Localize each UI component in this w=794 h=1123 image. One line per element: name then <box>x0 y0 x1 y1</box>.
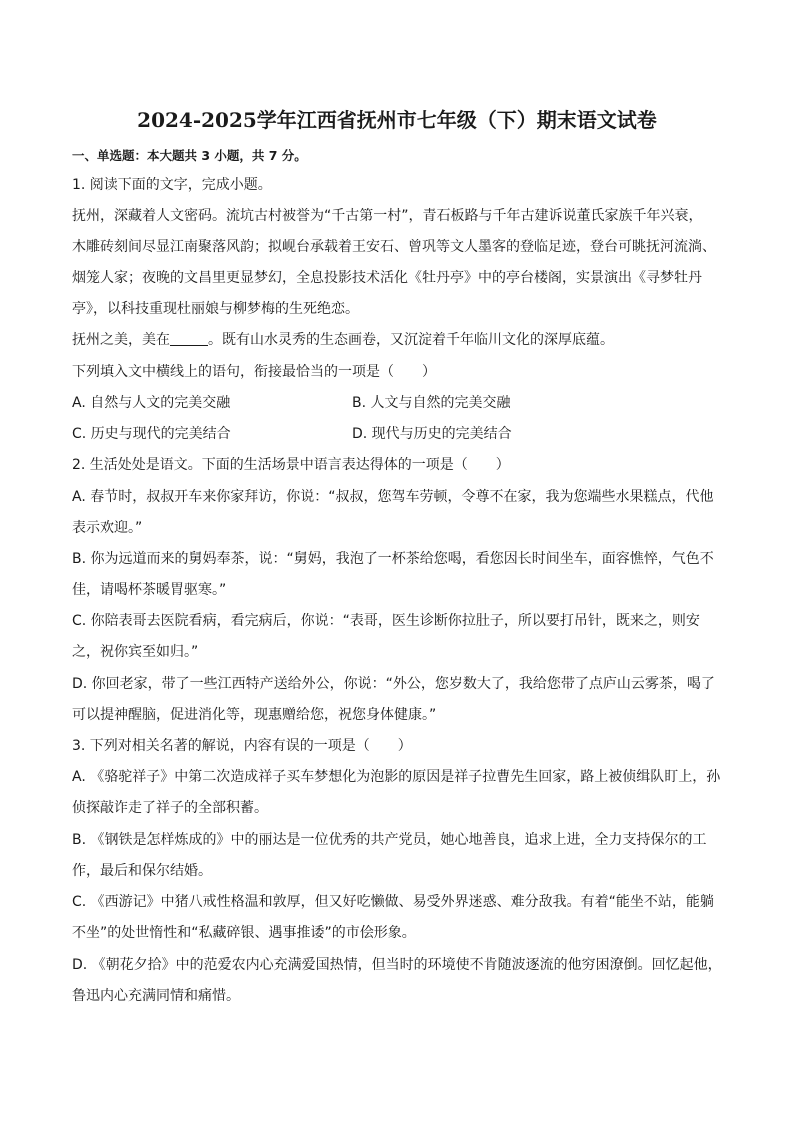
q1-option-d[interactable]: D. 现代与历史的完美结合 <box>352 426 512 442</box>
q1-option-a[interactable]: A. 自然与人文的完美交融 <box>72 395 231 411</box>
q3-option-d[interactable]: D. 《朝花夕拾》中的范爱农内心充满爱国热情，但当时的环境使不肯随波逐流的他穷困潦倒。回忆起他， <box>72 957 722 973</box>
q2-option-d[interactable]: D. 你回老家，带了一些江西特产送给外公，你说：“外公，您岁数大了，我给您带了点庐山云雾茶，喝了 <box>72 676 715 692</box>
q1-option-b[interactable]: B. 人文与自然的完美交融 <box>352 395 511 411</box>
q2-option-c[interactable]: C. 你陪表哥去医院看病，看完病后，你说：“表哥，医生诊断你拉肚子，所以要打吊针，既来之，则安 <box>72 613 700 629</box>
q2-option-b-cont[interactable]: 佳，请喝杯茶暖胃驱寒。” <box>72 582 227 598</box>
q1-fill-sentence <box>72 330 722 350</box>
q2-stem: 2. 生活处处是语文。下面的生活场景中语言表达得体的一项是（ ） <box>72 457 510 473</box>
q3-stem: 3. 下列对相关名著的解说，内容有误的一项是（ ） <box>72 738 412 754</box>
section-heading: 一、单选题：本大题共 3 小题，共 7 分。 <box>72 148 307 163</box>
q1-passage-line: 木雕砖刻间尽显江南聚落风韵；拟岘台承载着王安石、曾巩等文人墨客的登临足迹，登台可眺抚河流淌、 <box>72 239 716 255</box>
q3-option-c[interactable]: C. 《西游记》中猪八戒性格温和敦厚，但又好吃懒做、易受外界迷惑、难分敌我。有着“能坐不站，能躺 <box>72 894 714 910</box>
q3-option-b-cont[interactable]: 作，最后和保尔结婚。 <box>72 863 212 879</box>
q2-option-d-cont[interactable]: 可以提神醒脑，促进消化等，现惠赠给您，祝您身体健康。” <box>72 707 437 723</box>
q3-option-b[interactable]: B. 《钢铁是怎样炼成的》中的丽达是一位优秀的共产党员，她心地善良，追求上进，全力支持保尔的工 <box>72 832 707 848</box>
q3-option-a[interactable]: A. 《骆驼祥子》中第二次造成祥子买车梦想化为泡影的原因是祥子拉曹先生回家，路上被侦缉队盯上，孙 <box>72 769 721 785</box>
q2-option-c-cont[interactable]: 之，祝你宾至如归。” <box>72 644 199 660</box>
exam-title: 2024-2025学年江西省抚州市七年级（下）期末语文试卷 <box>137 108 657 132</box>
q3-option-a-cont[interactable]: 侦探敲诈走了祥子的全部积蓄。 <box>72 800 268 816</box>
q1-fill-after: 。既有山水灵秀的生态画卷，又沉淀着千年临川文化的深厚底蕴。 <box>208 332 614 348</box>
q1-passage-line: 烟笼人家；夜晚的文昌里更显梦幻，全息投影技术活化《牡丹亭》中的亭台楼阁，实景演出《寻梦牡丹 <box>72 270 702 286</box>
q3-option-c-cont[interactable]: 不坐”的处世惰性和“私藏碎银、遇事推诿”的市侩形象。 <box>72 925 416 941</box>
q2-option-a[interactable]: A. 春节时，叔叔开车来你家拜访，你说：“叔叔，您驾车劳顿，令尊不在家，我为您端些水果糕点，代他 <box>72 489 714 505</box>
q2-option-a-cont[interactable]: 表示欢迎。” <box>72 520 143 536</box>
q1-fill-before: 抚州之美，美在 <box>72 332 170 348</box>
q1-question: 下列填入文中横线上的语句，衔接最恰当的一项是（ ） <box>72 364 436 380</box>
q1-passage-line: 抚州，深藏着人文密码。流坑古村被誉为“千古第一村”，青石板路与千年古建诉说董氏家族千年兴衰， <box>72 208 703 224</box>
q3-option-d-cont[interactable]: 鲁迅内心充满同情和痛惜。 <box>72 988 240 1004</box>
fill-blank <box>170 331 208 346</box>
q1-stem: 1. 阅读下面的文字，完成小题。 <box>72 177 272 193</box>
q1-passage-line: 亭》，以科技重现杜丽娘与柳梦梅的生死绝恋。 <box>72 301 359 317</box>
q1-option-c[interactable]: C. 历史与现代的完美结合 <box>72 426 231 442</box>
q2-option-b[interactable]: B. 你为远道而来的舅妈奉茶，说：“舅妈，我泡了一杯茶给您喝，看您因长时间坐车，面容憔悴，气色不 <box>72 551 714 567</box>
